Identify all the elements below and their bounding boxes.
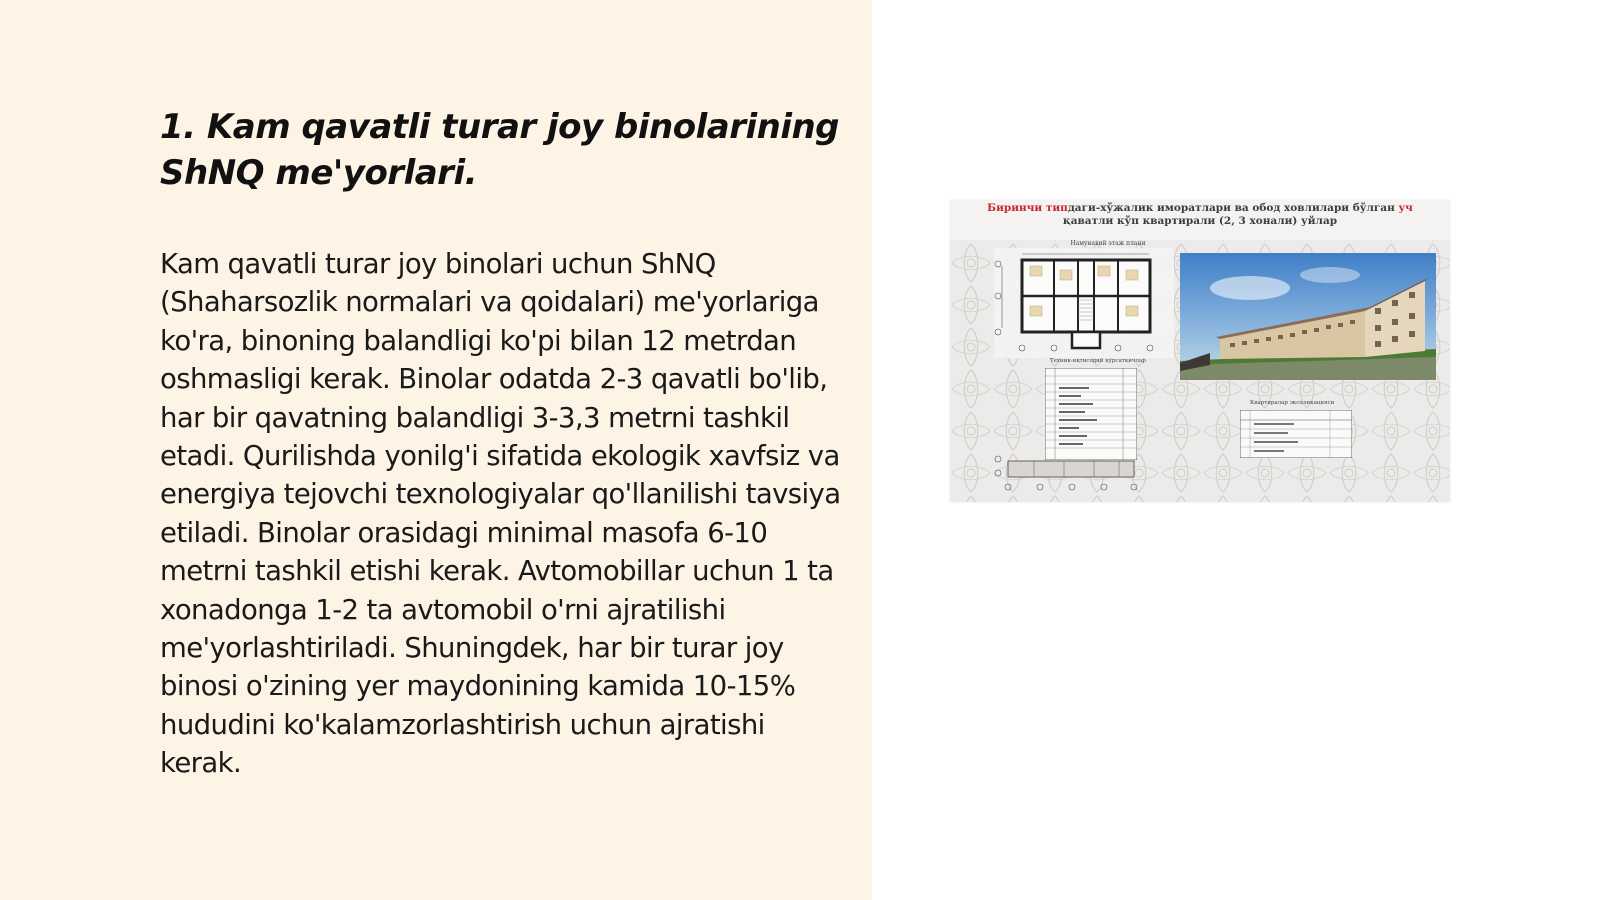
poster-heading [970, 202, 1430, 228]
slide-body-text: Kam qavatli turar joy binolari uchun ShNQ (Shaharsozlik normalari va qoidalari) me'yorlariga ko'ra, binoning balandligi ko'pi bilan 12 metrdan oshmasligi kerak. Binolar odatda 2-3 qavatli bo'lib, har bir qavatning balandligi 3-3,3 metrni tashkil etadi. Qurilishda yonilg'i sifatida ekologik xavfsiz va energiya tejovchi texnologiyalar qo'llanilishi tavsiya etiladi. Binolar orasidagi minimal masofa 6-10 metrni tashkil etishi kerak. Avtomobillar uchun 1 ta xonadonga 1-2 ta avtomobil o'rni ajratilishi me'yorlashtiriladi. Shuningdek, har bir turar joy binosi o'zining yer maydonining kamida 10-15% hududini ko'kalamzorlashtirish uchun ajratishi kerak. [160, 248, 841, 780]
slide-title: 1. Kam qavatli turar joy binolarining ShNQ me'yorlari. [160, 107, 840, 193]
poster-heading-highlight: Биринчи тип [987, 202, 1068, 214]
table-1-caption: Техник-иқтисодий кўрсаткичлар [1050, 358, 1146, 364]
floor-plan-drawing [994, 248, 1174, 358]
poster-heading-text: даги-хўжалик иморатлари ва обод ховлилари бўлган [1067, 202, 1399, 214]
elevation-drawing [994, 455, 1144, 495]
apartments-table [1240, 410, 1352, 458]
technical-indicators-table [1045, 368, 1137, 460]
table-2-caption: Квартиралар экспликацияси [1250, 400, 1335, 406]
housing-poster-image [950, 200, 1450, 502]
poster-heading-line-2: қаватли кўп квартирали (2, 3 хонали) уйлар [1062, 215, 1338, 227]
poster-heading-highlight-2: уч [1398, 202, 1413, 214]
floor-plan-caption: Намунавий этаж плани [1070, 240, 1146, 247]
building-photo [1180, 253, 1436, 380]
